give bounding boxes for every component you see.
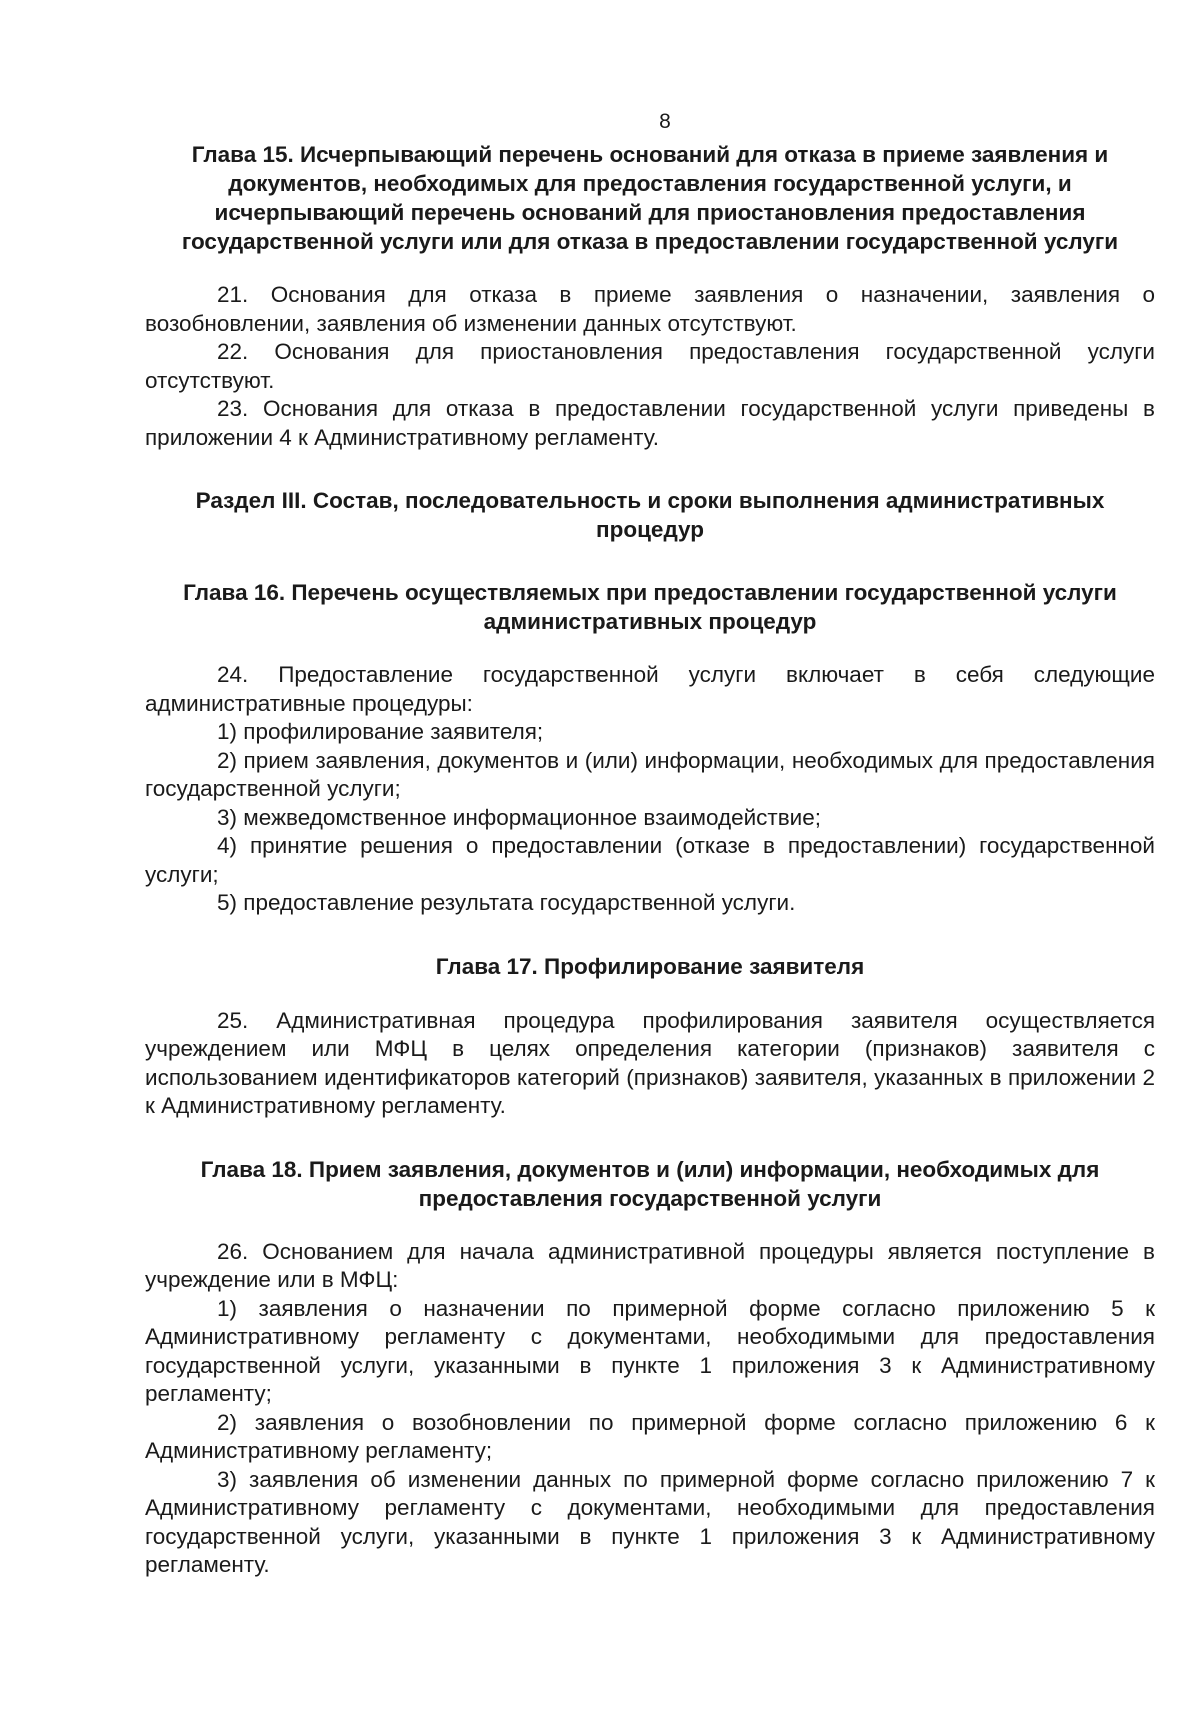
paragraph-26: 26. Основанием для начала административной процедуры является поступление в учреждение или в МФЦ: [145,1238,1155,1292]
chapter-16-heading: Глава 16. Перечень осуществляемых при предоставлении государственной услуги административных процедур [183,580,1117,634]
list-item-26-1: 1) заявления о назначении по примерной форме согласно приложению 5 к Административному регламенту с документами, необходимыми для предоставления государственной услуги, указанными в пункте 1 приложения 3 к Административному регламенту; [145,1295,1155,1406]
chapter-15-heading: Глава 15. Исчерпывающий перечень оснований для отказа в приеме заявления и документов, необходимых для предоставления государственной услуги, и исчерпывающий перечень оснований для приостановления предоставления государственной услуги или для отказа в предоставлении государственной услуги [181,142,1119,254]
paragraph-21: 21. Основания для отказа в приеме заявления о назначении, заявления о возобновлении, заявления об изменении данных отсутствуют. [145,282,1155,336]
paragraph-22: 22. Основания для приостановления предоставления государственной услуги отсутствуют. [145,339,1155,393]
paragraph-23: 23. Основания для отказа в предоставлении государственной услуги приведены в приложении 4 к Административному регламенту. [145,396,1155,450]
document-page [145,108,1155,1580]
list-item-3: 3) межведомственное информационное взаимодействие; [217,804,822,830]
page-number: 8 [659,110,671,133]
chapter-18-heading: Глава 18. Прием заявления, документов и (или) информации, необходимых для предоставления государственной услуги [200,1156,1100,1211]
list-item-26-3: 3) заявления об изменении данных по примерной форме согласно приложению 7 к Административному регламенту с документами, необходимыми для предоставления государственной услуги, указанными в пункте 1 приложения 3 к Административному регламенту. [145,1466,1155,1577]
paragraph-25: 25. Административная процедура профилирования заявителя осуществляется учреждением или МФЦ в целях определения категории (признаков) заявителя с использованием идентификаторов категорий (признаков) заявителя, указанных в приложении 2 к Административному регламенту. [145,1007,1155,1118]
list-item-26-2: 2) заявления о возобновлении по примерной форме согласно приложению 6 к Административному регламенту; [145,1409,1155,1463]
list-item-5: 5) предоставление результата государственной услуги. [217,890,796,915]
list-item-4: 4) принятие решения о предоставлении (отказе в предоставлении) государственной услуги; [145,833,1155,887]
chapter-17-heading: Глава 17. Профилирование заявителя [435,953,865,979]
list-item-1: 1) профилирование заявителя; [217,719,544,744]
section-3-heading: Раздел III. Состав, последовательность и сроки выполнения административных процедур [195,488,1105,542]
list-item-2: 2) прием заявления, документов и (или) информации, необходимых для предоставления государственной услуги; [145,747,1155,801]
paragraph-24: 24. Предоставление государственной услуги включает в себя следующие административные процедуры: [145,662,1155,716]
